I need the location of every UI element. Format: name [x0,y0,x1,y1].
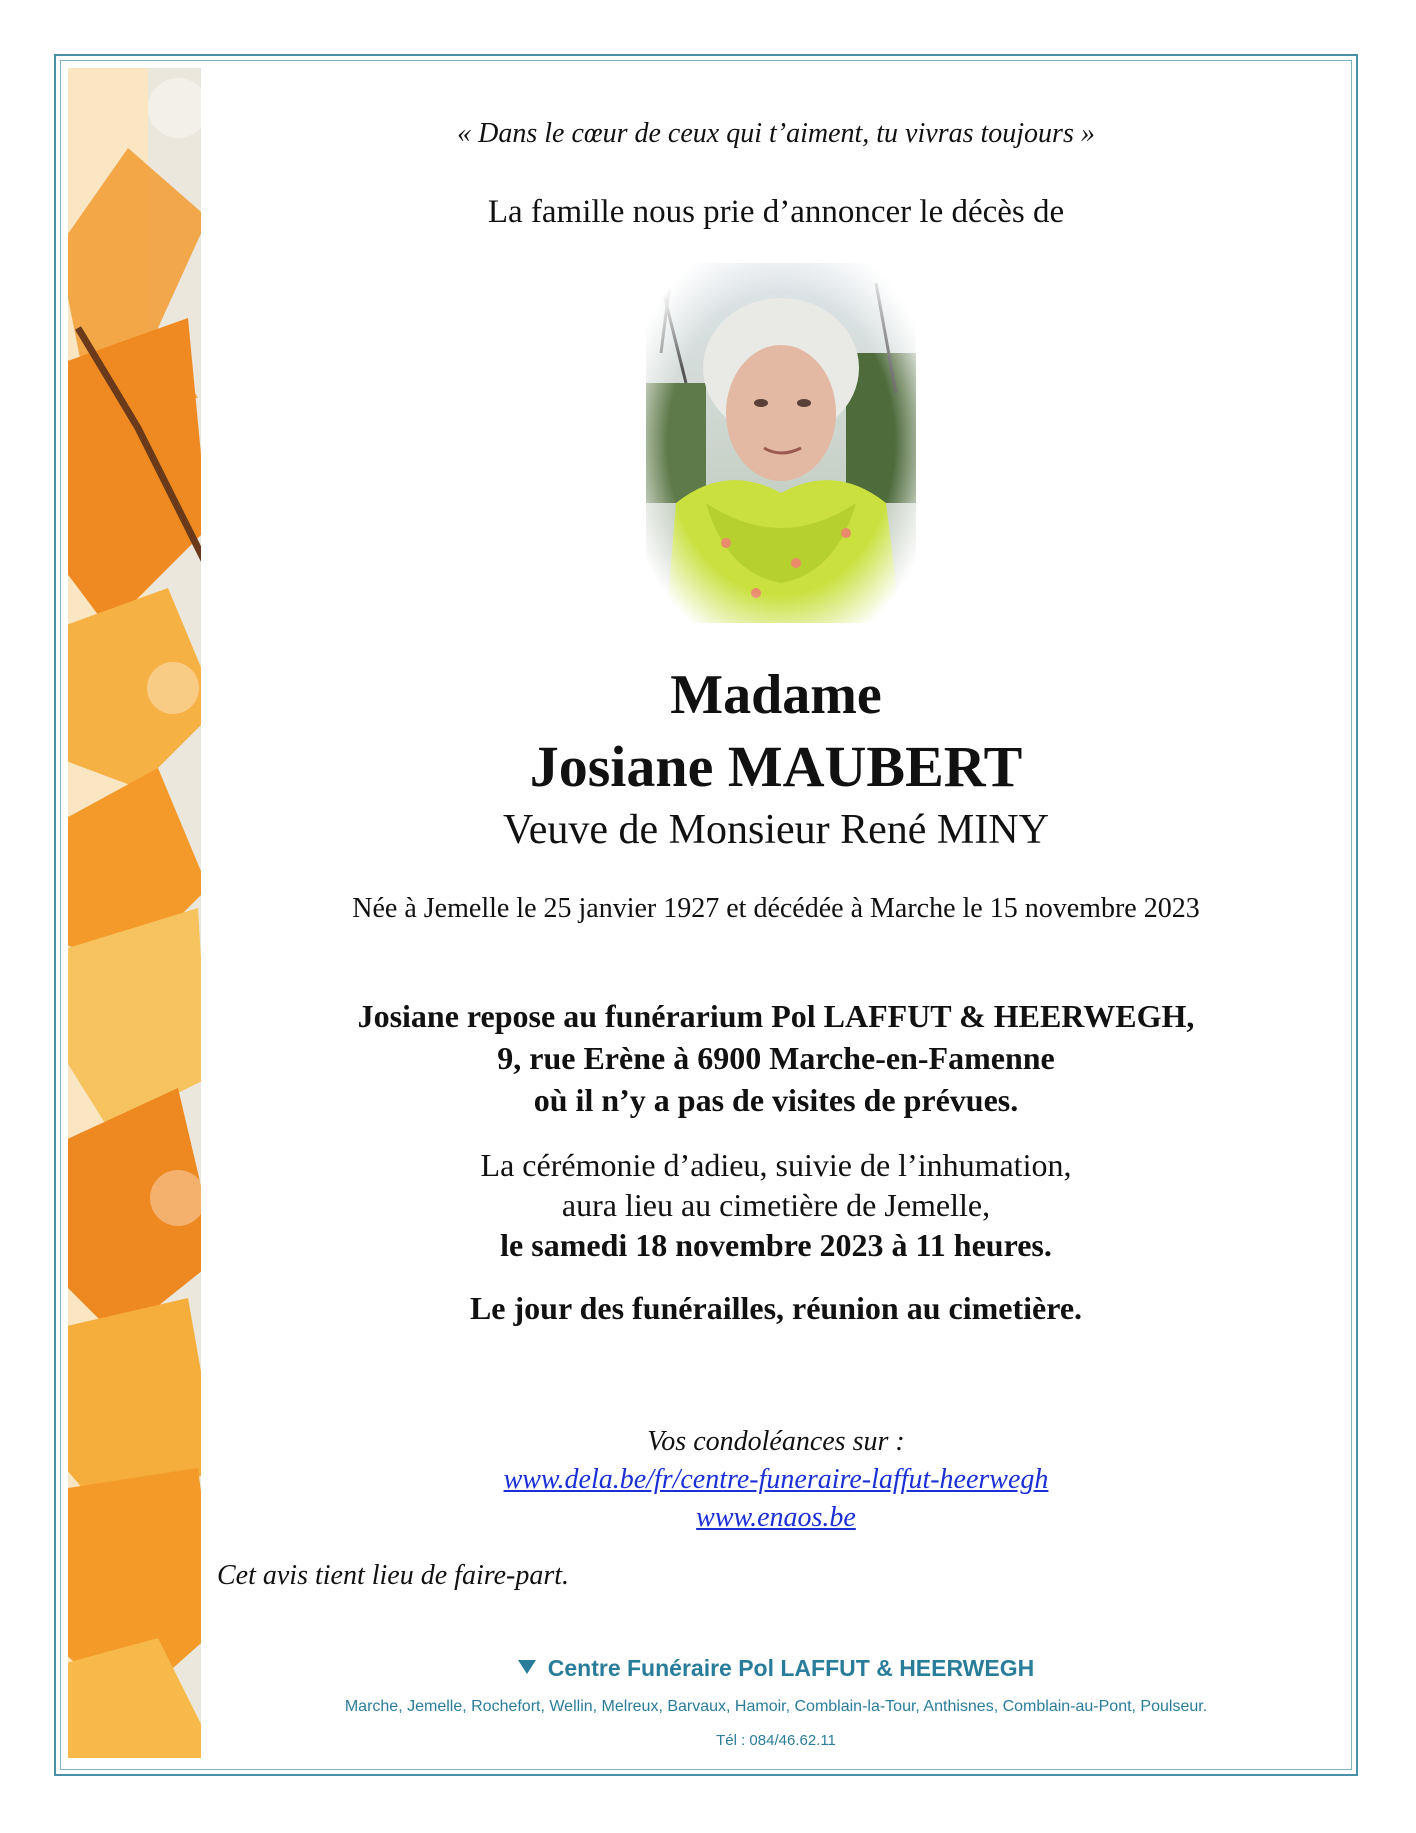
ceremony-info [201,1145,1351,1265]
funeral-center-name [201,1655,1351,1682]
memorial-quote: « Dans le cœur de ceux qui t’aiment, tu vivras toujours » [457,118,1095,149]
funeral-center-locations: Marche, Jemelle, Rochefort, Wellin, Melreux, Barvaux, Hamoir, Comblain-la-Tour, Anthisnes, Comblain-au-Pont, Poulseur. [344,1698,1208,1715]
condolences-label: Vos condoléances sur : [647,1426,905,1457]
birth-death-dates: Née à Jemelle le 25 janvier 1927 et décédée à Marche le 15 novembre 2023 [352,893,1200,924]
deceased-name: Josiane MAUBERT [529,734,1023,799]
condolences-link-enaos[interactable]: www.enaos.be [696,1502,856,1533]
announcement-intro: La famille nous prie d’annoncer le décès de [487,194,1065,230]
notice-content [201,68,1351,1758]
ceremony-line-2: aura lieu au cimetière de Jemelle, [561,1187,991,1223]
repose-line-2: 9, rue Erène à 6900 Marche-en-Famenne [497,1040,1055,1076]
deceased-title: Madame [670,664,882,726]
condolences-link-dela[interactable]: www.dela.be/fr/centre-funeraire-laffut-heerwegh [503,1464,1049,1495]
gathering-info: Le jour des funérailles, réunion au cimetière. [469,1290,1083,1326]
notice-statement: Cet avis tient lieu de faire-part. [217,1560,570,1591]
ceremony-datetime: le samedi 18 novembre 2023 à 11 heures. [500,1227,1052,1263]
triangle-down-icon [518,1660,536,1674]
deceased-spouse: Veuve de Monsieur René MINY [503,807,1049,853]
autumn-leaves-strip [68,68,201,1758]
ceremony-line-1: La cérémonie d’adieu, suivie de l’inhumation, [480,1147,1072,1183]
funeral-center-name-text: Centre Funéraire Pol LAFFUT & HEERWEGH [547,1655,1035,1681]
condolences-block [201,1423,1351,1537]
repose-line-3: où il n’y a pas de visites de prévues. [533,1082,1019,1118]
funeral-home-info [201,995,1351,1121]
repose-line-1: Josiane repose au funérarium Pol LAFFUT & HEERWEGH, [357,998,1195,1034]
portrait-photo [646,263,916,623]
funeral-center-phone: Tél : 084/46.62.11 [716,1732,836,1749]
